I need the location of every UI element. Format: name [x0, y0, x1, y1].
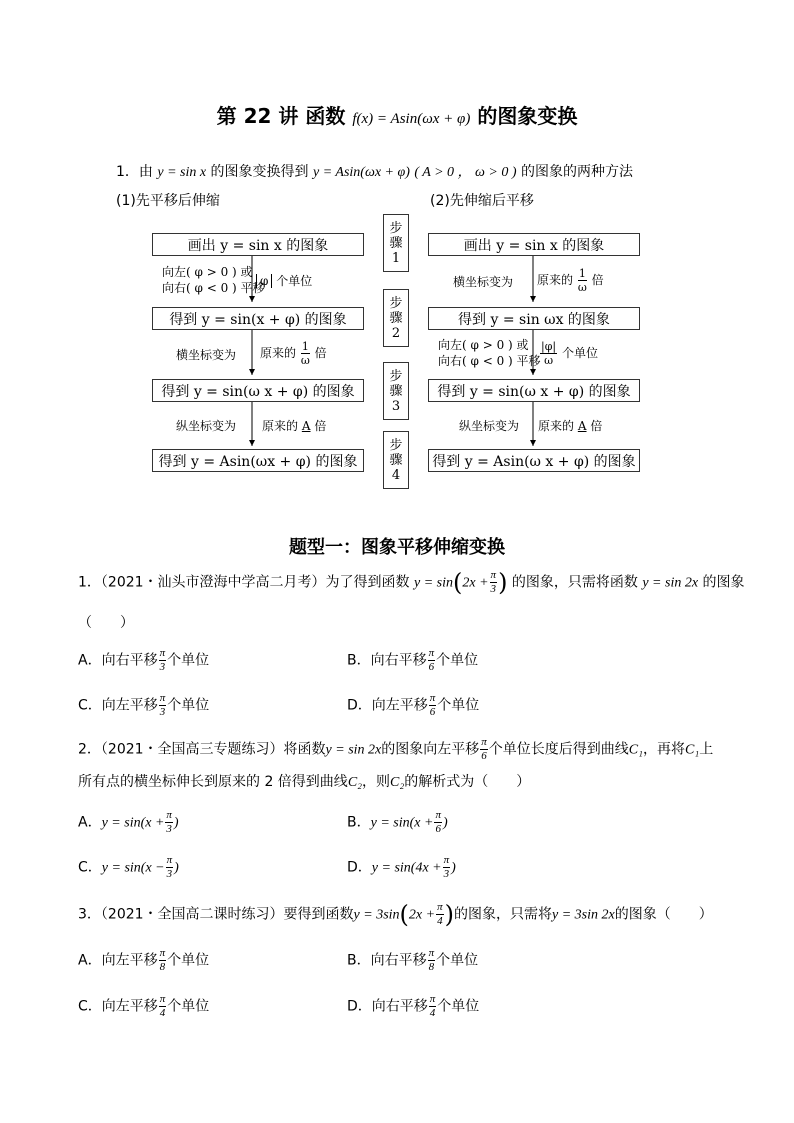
question-3-stem: [78, 902, 713, 927]
right-label-1b: [537, 268, 604, 293]
right-label-3b: [538, 419, 602, 433]
right-box-3: 得到 y = sin(ω x + φ) 的图象: [428, 379, 640, 402]
frac-den: ω: [577, 281, 587, 294]
q2-stem-e: 上: [699, 741, 714, 758]
frac-den: 3: [443, 868, 450, 880]
title-prefix: 第 22 讲 函数: [216, 104, 346, 128]
frac-den: 6: [428, 661, 435, 673]
frac-den: 3: [159, 706, 166, 718]
right-label-2a: 向左( φ > 0 ) 或: [438, 338, 529, 352]
times-label: 倍: [314, 419, 327, 433]
option-label: A．向右平移: [78, 652, 158, 669]
left-box-2: 得到 y = sin(x + φ) 的图象: [152, 307, 364, 330]
method2-label: (2)先伸缩后平移: [430, 193, 534, 209]
intro-prefix: 1．由: [116, 164, 153, 180]
frac-num: π: [429, 993, 436, 1005]
q2-c1b: C₁: [685, 742, 700, 758]
option-frac: [165, 810, 173, 835]
frac-den: 4: [159, 1007, 166, 1019]
option-frac: [443, 855, 451, 880]
frac-den: 8: [428, 961, 435, 973]
q1-option-a[interactable]: [78, 648, 209, 673]
times-label: 倍: [314, 346, 327, 360]
frac-den: 3: [159, 661, 166, 673]
q2-line2-b: ，则: [362, 774, 391, 790]
right-label-2b: 向右( φ < 0 ) 平移: [438, 354, 541, 368]
right-box-4: 得到 y = Asin(ω x + φ) 的图象: [428, 449, 640, 472]
step-box-3: [383, 362, 409, 420]
option-frac: [434, 810, 442, 835]
frac-num: 1: [578, 267, 586, 280]
right-label-1a: 横坐标变为: [453, 275, 514, 289]
option-unit: 个单位: [437, 998, 480, 1015]
frac-num: π: [159, 947, 166, 959]
option-label: C．: [78, 859, 102, 876]
q1-f1: y = sin: [414, 575, 453, 591]
title-suffix: 的图象变换: [477, 104, 578, 128]
step-box-1: [383, 214, 409, 272]
option-label: B．向右平移: [347, 952, 427, 969]
frac-num: π: [435, 809, 441, 821]
q3-option-b[interactable]: [347, 948, 478, 973]
left-label-1a: 向左( φ > 0 ) 或: [162, 265, 253, 279]
option-label: C．向左平移: [78, 998, 158, 1015]
q2-f1: y = sin 2x: [325, 742, 382, 758]
option-label: C．向左平移: [78, 697, 158, 714]
q2-stem-b: 的图象向左平移: [381, 741, 480, 758]
abs-phi: φ: [256, 274, 272, 288]
left-box-1: 画出 y = sin x 的图象: [152, 233, 364, 256]
option-post: ): [173, 815, 179, 831]
option-frac: [159, 994, 167, 1019]
right-box-2: 得到 y = sin ωx 的图象: [428, 307, 640, 330]
frac-num: π: [443, 854, 450, 866]
right-box-1: 画出 y = sin x 的图象: [428, 233, 640, 256]
q2-frac: [480, 737, 488, 762]
times-label: 倍: [591, 273, 604, 287]
option-frac: [166, 855, 174, 880]
q1-frac: [490, 570, 498, 595]
option-unit: 个单位: [436, 652, 479, 669]
option-frac: [429, 994, 437, 1019]
option-pre: y = sin(4x +: [371, 860, 442, 876]
frac-den: 4: [429, 1007, 436, 1019]
q3-f2: y = 3sin 2x: [551, 907, 615, 923]
times-label: 倍: [590, 419, 603, 433]
frac-num: π: [166, 809, 172, 821]
option-unit: 个单位: [167, 697, 210, 714]
frac-den: 6: [429, 706, 436, 718]
option-post: ): [442, 815, 448, 831]
step-char: 1: [391, 250, 401, 266]
frac-den: 3: [166, 868, 173, 880]
frac-phi-over-omega: [540, 341, 557, 366]
q1-f2: y = sin 2x: [642, 575, 699, 591]
step-char: 步: [389, 295, 403, 311]
question-1-stem: [78, 570, 745, 595]
ratio-label: 原来的: [260, 346, 297, 360]
option-frac: [428, 948, 436, 973]
step-char: 骤: [389, 452, 403, 468]
left-box-3: 得到 y = sin(ω x + φ) 的图象: [152, 379, 364, 402]
q1-stem-a: 1．（2021・汕头市澄海中学高二月考）为了得到函数: [78, 574, 410, 591]
q2-option-c[interactable]: [78, 855, 179, 880]
unit-label: 个单位: [276, 274, 313, 288]
intro-f1: y = sin x: [157, 165, 207, 180]
q3-stem-b: 的图象，只需将: [453, 906, 552, 923]
option-pre: y = sin(x +: [101, 815, 165, 831]
step-box-4: [383, 431, 409, 489]
amplitude-A: A: [577, 419, 587, 433]
q2-option-d[interactable]: [347, 855, 456, 880]
right-label-2c: [539, 341, 598, 366]
step-char: 3: [391, 398, 401, 414]
q2-stem-d: ，再将: [643, 741, 685, 758]
option-unit: 个单位: [436, 952, 479, 969]
step-char: 步: [389, 368, 403, 384]
q2-stem-a: 2．（2021・全国高三专题练习）将函数: [78, 741, 326, 758]
q2-line2-a: 所有点的横坐标伸长到原来的 2 倍得到曲线: [78, 774, 348, 790]
option-unit: 个单位: [437, 697, 480, 714]
amplitude-A: A: [301, 419, 311, 433]
option-post: ): [451, 860, 456, 876]
step-char: 骤: [389, 383, 403, 399]
q1-stem-b: 的图象，只需将函数: [511, 574, 638, 591]
frac-den: ω: [544, 354, 554, 367]
option-frac: [159, 648, 167, 673]
paren: (: [399, 900, 409, 929]
frac-num: 1: [301, 340, 309, 353]
q3-option-c[interactable]: [78, 994, 209, 1019]
option-label: D．: [347, 859, 372, 876]
q1-stem-c: 的图象: [702, 574, 745, 591]
option-frac: [429, 693, 437, 718]
frac-den: 3: [166, 823, 172, 835]
q3-frac: [436, 902, 444, 927]
frac-num: π: [437, 901, 443, 913]
option-label: D．向左平移: [347, 697, 428, 714]
frac-num: π: [159, 647, 166, 659]
q2-option-b[interactable]: [347, 810, 448, 835]
paren: (: [453, 568, 463, 597]
option-unit: 个单位: [167, 952, 210, 969]
option-unit: 个单位: [167, 652, 210, 669]
frac-den: 3: [490, 583, 497, 595]
q3-f1-inner: 2x +: [408, 907, 436, 923]
frac-den: 6: [435, 823, 441, 835]
left-label-2b: [260, 341, 327, 366]
option-label: B．向右平移: [347, 652, 427, 669]
step-char: 4: [391, 467, 401, 483]
frac-den: ω: [300, 354, 310, 367]
option-frac: [159, 948, 167, 973]
q1-paren: （ ）: [78, 615, 134, 631]
ratio-label: 原来的: [537, 273, 574, 287]
option-frac: [159, 693, 167, 718]
frac-one-over-omega: [301, 341, 310, 366]
q3-f1: y = 3sin: [353, 907, 400, 923]
q3-stem-c: 的图象（ ）: [614, 906, 713, 923]
frac-den: 4: [437, 915, 443, 927]
option-label: B．: [347, 814, 371, 831]
frac-num: π: [429, 692, 436, 704]
left-label-2a: 横坐标变为: [176, 348, 237, 362]
q3-option-a[interactable]: [78, 948, 209, 973]
option-pre: y = sin(x +: [370, 815, 434, 831]
frac-num: π: [159, 692, 166, 704]
frac-den: 8: [159, 961, 166, 973]
frac-num: π: [159, 993, 166, 1005]
option-label: A．: [78, 814, 102, 831]
ratio-label: 原来的: [538, 419, 575, 433]
step-char: 骤: [389, 310, 403, 326]
q1-option-d[interactable]: [347, 693, 479, 718]
q1-option-c[interactable]: [78, 693, 209, 718]
q2-c2: C₂: [347, 775, 363, 790]
q3-stem-a: 3．（2021・全国高二课时练习）要得到函数: [78, 906, 354, 923]
unit-label: 个单位: [561, 346, 598, 360]
intro-f2: y = Asin(ωx + φ): [313, 165, 410, 180]
intro-mid: 的图象变换得到: [210, 164, 309, 180]
q1-f1-inner: 2x +: [462, 575, 489, 591]
intro-suffix: 的图象的两种方法: [520, 164, 633, 180]
frac-num: π: [481, 736, 487, 748]
q2-line2-c: 的解析式为（ ）: [404, 774, 531, 790]
left-label-3a: 纵坐标变为: [176, 419, 237, 433]
left-label-3b: [262, 419, 326, 433]
frac-num: π: [490, 569, 497, 581]
intro-cond: ( A > 0 ， ω > 0 ): [414, 165, 517, 180]
q2-option-a[interactable]: [78, 810, 179, 835]
frac-one-over-omega: [578, 268, 587, 293]
q1-option-b[interactable]: [347, 648, 478, 673]
left-label-1-abs: [256, 274, 312, 288]
option-unit: 个单位: [167, 998, 210, 1015]
frac-num: π: [428, 647, 435, 659]
method1-label: (1)先平移后伸缩: [116, 193, 220, 209]
step-char: 骤: [389, 235, 403, 251]
ratio-label: 原来的: [262, 419, 299, 433]
title-formula: f(x) = Asin(ωx + φ): [352, 111, 471, 127]
left-box-4: 得到 y = Asin(ωx + φ) 的图象: [152, 449, 364, 472]
step-char: 2: [391, 325, 401, 341]
step-box-2: [383, 289, 409, 347]
option-post: ): [174, 860, 179, 876]
left-label-1b: 向右( φ < 0 ) 平移: [162, 281, 265, 295]
frac-num: |φ|: [541, 340, 557, 353]
paren: ): [498, 568, 508, 597]
option-label: D．向右平移: [347, 998, 428, 1015]
q2-c2b: C₂: [390, 775, 405, 790]
paren: ): [444, 900, 454, 929]
option-frac: [428, 648, 436, 673]
question-2-stem: [78, 737, 713, 762]
step-char: 步: [389, 437, 403, 453]
frac-den: 6: [481, 750, 487, 762]
q2-c1: C₁: [628, 742, 643, 758]
option-pre: y = sin(x −: [101, 860, 165, 876]
step-char: 步: [389, 220, 403, 236]
right-label-3a: 纵坐标变为: [459, 419, 520, 433]
question-2-line2: [78, 771, 530, 791]
frac-num: π: [166, 854, 173, 866]
section2-title: 题型一：图象平移伸缩变换: [289, 537, 505, 558]
q3-option-d[interactable]: [347, 994, 479, 1019]
frac-num: π: [428, 947, 435, 959]
q2-stem-c: 个单位长度后得到曲线: [488, 741, 629, 758]
option-label: A．向左平移: [78, 952, 158, 969]
